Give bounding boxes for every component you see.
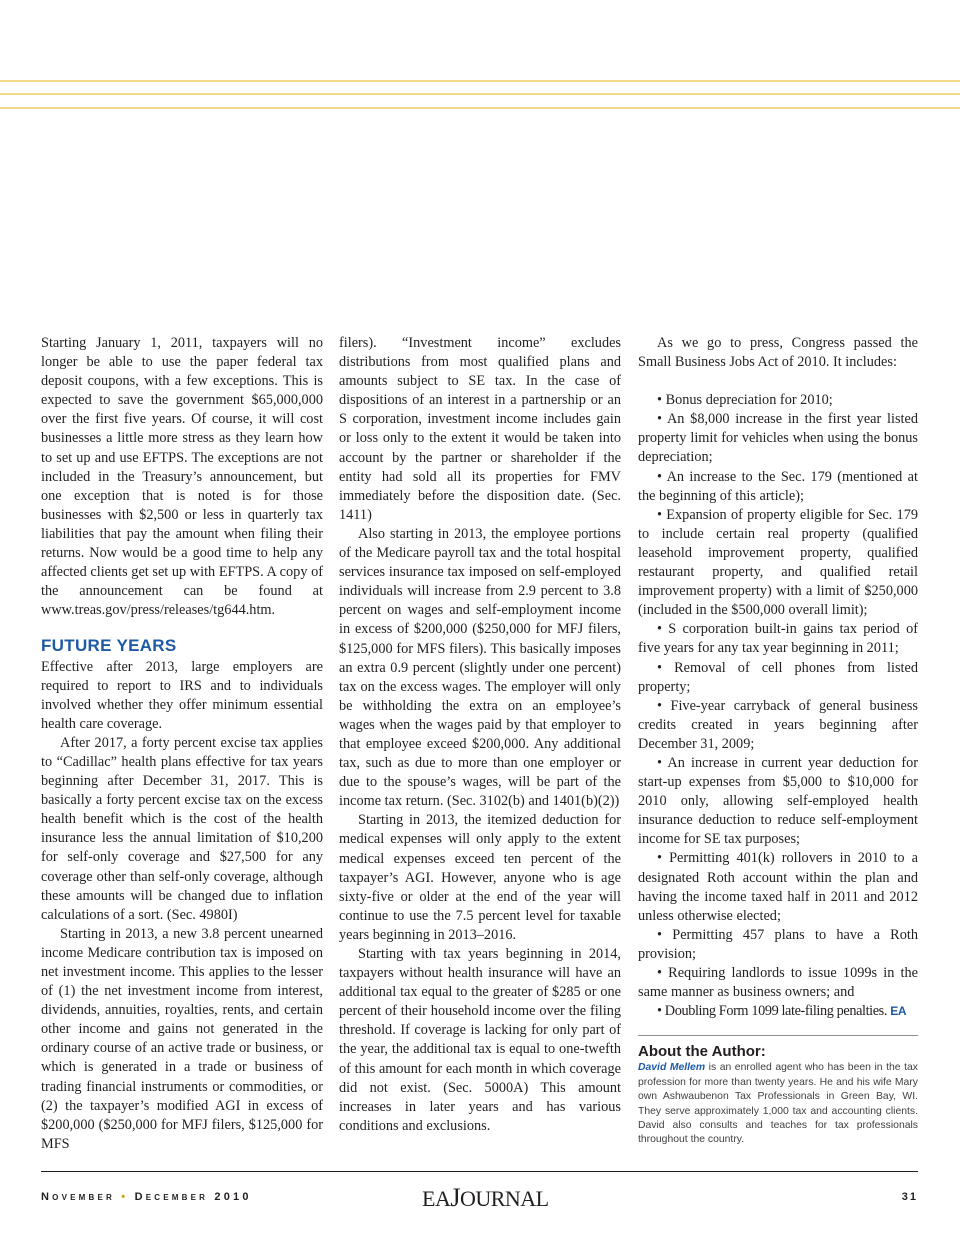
- end-mark: EA: [890, 1004, 907, 1019]
- list-item: • Expansion of property eligible for Sec. 179 to include certain real property (qualified leasehold improvement property, qualified restaurant property, and qualified retail improvement property) with a limit of $250,000 (included in the $500,000 overall limit);: [638, 506, 918, 619]
- author-heading: About the Author:: [638, 1043, 766, 1061]
- list-item: • An increase in current year deduction for start-up expenses from $5,000 to $10,000 for 2010 only, allowing self-employed health insurance deduction to reduce self-employment income for SE tax purposes;: [638, 754, 918, 848]
- list-item: • Requiring landlords to issue 1099s in the same manner as business owners; and: [638, 965, 918, 1001]
- author-divider: [638, 1035, 918, 1036]
- paragraph-medicare-contribution: Starting in 2013, a new 3.8 percent unearned income Medicare contribution tax is imposed on net investment income. This applies to the lesser of (1) the net investment income from interest, dividends, annuities, royalties, rents, and certain other income and gains not generated in the ordinary course of an active trade or business, or which is generated in a trade or business of trading financial instruments or commodities, or (2) the taxpayer’s modified AGI in excess of $200,000 ($250,000 for MFJ filers, $125,000 for MFS: [41, 925, 323, 1152]
- column-3: [638, 334, 918, 1148]
- list-item: • Permitting 401(k) rollovers in 2010 to a designated Roth account within the plan and having the income taxed half in 2011 and 2012 unless otherwise elected;: [638, 850, 918, 924]
- column-1: [41, 334, 323, 1154]
- section-heading-future-years: FUTURE YEARS: [41, 636, 177, 656]
- ea-journal-logo: [422, 1183, 549, 1213]
- author-bio-text: is an enrolled agent who has been in the tax profession for more than twenty years. He and his wife Mary own Ashwaubenon Tax Professionals in Green Bay, WI. They serve approximately 1,000 tax and accounting clients. David also consults and teaches for tax professionals throughout the country.: [638, 1062, 918, 1146]
- footer-month-1: November: [41, 1191, 115, 1203]
- footer-rule: [41, 1171, 918, 1172]
- last-bullet-text: • Doubling Form 1099 late-filing penalties.: [657, 1003, 888, 1020]
- paragraph-large-employers: Effective after 2013, large employers are required to report to IRS and to individuals involved whether they offer minimum essential health care coverage.: [41, 658, 323, 732]
- paragraph-medicare-payroll: Also starting in 2013, the employee portions of the Medicare payroll tax and the total hospital services insurance tax imposed on self-employed individuals will increase from 2.9 percent to 3.8 percent on wages and self-employment income in excess of $200,000 ($250,000 for MFJ filers, $125,000 for MFS filers). This basically imposes an extra 0.9 percent (slightly under one percent) tax on the excess wages. The employer will only be withholding the extra on an employee’s wages when the wages paid by that employer to that employee exceed $200,000. Any additional tax, such as due to more than one employer or due to the spouse’s wages, will be part of the income tax return. (Sec. 3102(b) and 1401(b)(2)): [339, 525, 621, 810]
- author-name: David Mellem: [638, 1062, 706, 1074]
- list-item: • Bonus depreciation for 2010;: [657, 392, 833, 409]
- footer-issue-date: [41, 1191, 252, 1203]
- logo-rest: OURNAL: [459, 1186, 549, 1211]
- list-item: • An $8,000 increase in the first year listed property limit for vehicles when using the bonus depreciation;: [638, 411, 918, 466]
- paragraph-investment-income: filers). “Investment income” excludes distributions from most qualified plans and amounts subject to SE tax. In the case of dispositions of an interest in a partnership or an S corporation, investment income includes gain or loss only to the extent it would be taken into account by the partner or shareholder if the entity had sold all its properties for FMV immediately before the disposition date. (Sec. 1411): [339, 335, 621, 523]
- list-item: • Removal of cell phones from listed property;: [638, 659, 918, 695]
- paragraph-eftps: Starting January 1, 2011, taxpayers will no longer be able to use the paper federal tax deposit coupons, with a few exceptions. This is expected to save the government $65,000,000 over the first five years. Of course, it will cost businesses a little more stress as they learn how to set up and use EFTPS. The exceptions are not included in the Treasury’s announcement, but one exception that is noted is for those businesses with $2,500 or less in quarterly tax liabilities that pay the amount when filing their returns. Now would be a good time to help any affected clients get set up with EFTPS. A copy of the announcement can be found at www.treas.gov/press/releases/tg644.htm.: [41, 335, 323, 619]
- footer-separator: •: [121, 1191, 129, 1203]
- paragraph-health-insurance-tax: Starting with tax years beginning in 2014, taxpayers without health insurance will have an additional tax equal to the greater of $285 or one percent of their household income over the filing threshold. If coverage is lacking for only part of the year, the additional tax is equal to one-twefth of this amount for each month in which coverage did not exist. (Sec. 5000A) This amount increases in later years and has various conditions and exclusions.: [339, 946, 621, 1134]
- paragraph-cadillac-plans: After 2017, a forty percent excise tax applies to “Cadillac” health plans effective for tax years beginning after December 31, 2017. This is basically a forty percent excise tax on the excess health benefit which is the cost of the health insurance less the annual limitation of $10,200 for self-only coverage and $27,500 for any coverage other than self-only coverage, although these amounts will be changed due to inflation calculations of a sort. (Sec. 4980I): [41, 734, 323, 923]
- header-rule-2: [0, 93, 960, 95]
- list-item: • An increase to the Sec. 179 (mentioned at the beginning of this article);: [638, 468, 918, 504]
- list-item: • Permitting 457 plans to have a Roth provision;: [638, 926, 918, 962]
- list-item: • S corporation built-in gains tax period of five years for any tax year beginning in 2011;: [638, 621, 918, 657]
- list-item-last: [638, 1002, 918, 1021]
- header-rule-1: [0, 80, 960, 82]
- paragraph-jobs-act-intro: As we go to press, Congress passed the Small Business Jobs Act of 2010. It includes:: [638, 335, 918, 371]
- logo-j: J: [450, 1183, 460, 1212]
- author-bio: [638, 1061, 918, 1147]
- logo-ea: EA: [422, 1186, 451, 1211]
- footer-month-2: December 2010: [134, 1191, 252, 1203]
- page-number: 31: [901, 1191, 918, 1203]
- list-item: • Five-year carryback of general business credits created in years beginning after December 31, 2009;: [638, 697, 918, 752]
- paragraph-medical-deduction: Starting in 2013, the itemized deduction for medical expenses will only apply to the extent medical expenses exceed ten percent of the taxpayer’s AGI. However, anyone who is age sixty-five or older at the end of the year will continue to use the 7.5 percent level for taxable years beginning in 2013–2016.: [339, 812, 621, 943]
- header-rule-3: [0, 107, 960, 109]
- column-2: [339, 334, 621, 1136]
